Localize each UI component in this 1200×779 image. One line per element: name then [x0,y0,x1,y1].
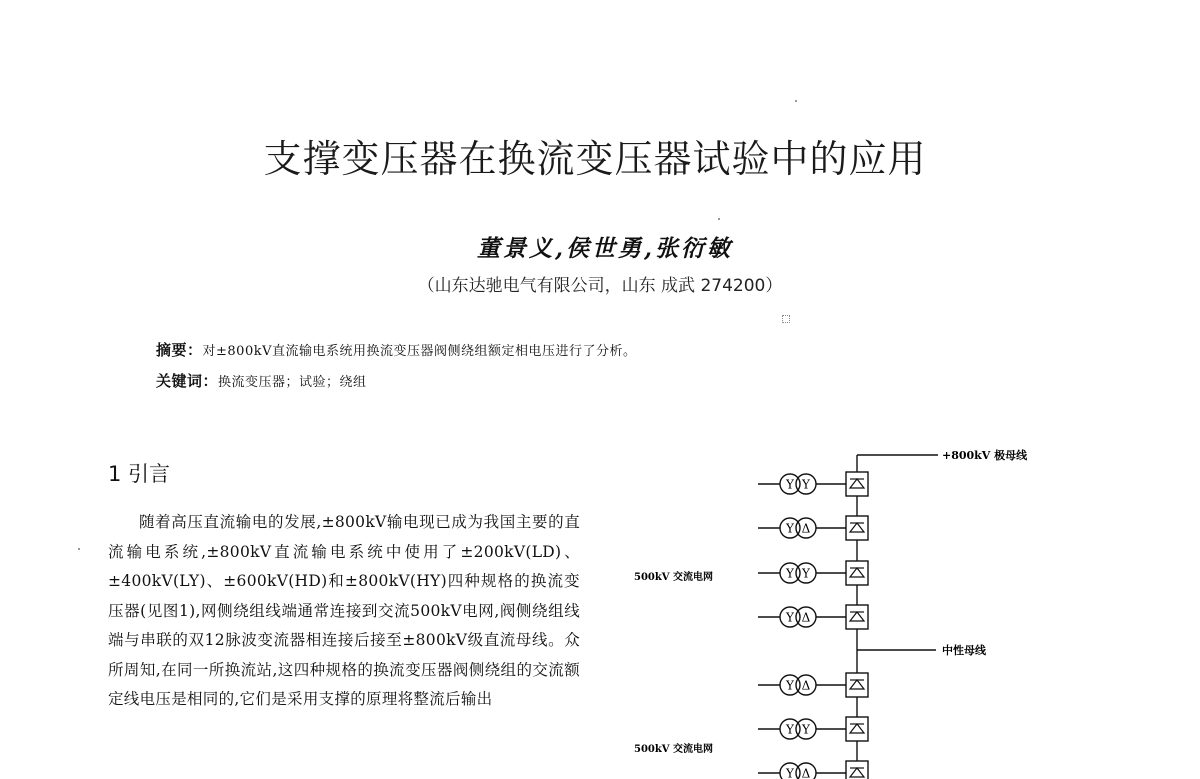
grid-label-upper: 500kV 交流电网 [634,572,714,583]
abstract-text: 对±800kV直流输电系统用换流变压器阀侧绕组额定相电压进行了分析。 [202,344,637,359]
converter-valve-icon [846,761,868,779]
section-body [108,508,580,715]
paper-title: 支撑变压器在换流变压器试验中的应用 [263,137,927,181]
winding-symbol: Y [786,521,794,536]
winding-symbol: Y [786,610,794,625]
winding-symbol: Y [786,678,794,693]
pole-bus-label: +800kV 极母线 [942,449,1028,462]
converter-valve-icon [846,605,868,629]
scan-speck [78,548,80,550]
converter-valve-icon [846,673,868,697]
keywords [156,370,367,391]
body-paragraph: 随着高压直流输电的发展,±800kV输电现已成为我国主要的直流输电系统,±800kV直流输电系统中使用了±200kV(LD)、±400kV(LY)、±600kV(HD)和±800kV(HY)四种规格的换流变压器(见图1),网侧绕组线端通常连接到交流500kV电网,阀侧绕组线端与串联的双12脉波变流器相连接后接至±800kV级直流母线。众所周知,在同一所换流站,这四种规格的换流变压器阀侧绕组的交流额定线电压是相同的,它们是采用支撑的原理将整流后输出 [108,513,580,708]
section-heading: 1 引言 [108,462,171,486]
abstract [156,339,637,360]
converter-valve-icon [846,717,868,741]
winding-symbol: Y [786,477,794,492]
grid-label-lower: 500kV 交流电网 [634,744,714,755]
winding-symbol: Δ [801,521,811,536]
converter-diagram [620,440,1060,779]
converter-valve-icon [846,561,868,585]
winding-symbol: Δ [801,610,811,625]
scan-speck [782,315,790,323]
winding-symbol: Y [786,766,794,779]
affiliation: （山东达驰电气有限公司，山东 成武 274200） [417,276,783,296]
winding-symbol: Y [802,566,810,581]
authors: 董景义,侯世勇,张衍敏 [476,235,733,262]
winding-symbol: Δ [801,766,811,779]
scan-speck [795,100,797,102]
converter-valve-icon [846,472,868,496]
keywords-label: 关键词： [156,372,219,390]
converter-valve-icon [846,516,868,540]
winding-symbol: Y [786,722,794,737]
scan-speck [718,218,720,220]
winding-symbol: Y [802,722,810,737]
winding-symbol: Y [786,566,794,581]
winding-symbol: Δ [801,678,811,693]
abstract-label: 摘要： [156,341,203,359]
neutral-bus-label: 中性母线 [942,644,986,657]
winding-symbol: Y [802,477,810,492]
keywords-text: 换流变压器；试验；绕组 [218,375,367,390]
